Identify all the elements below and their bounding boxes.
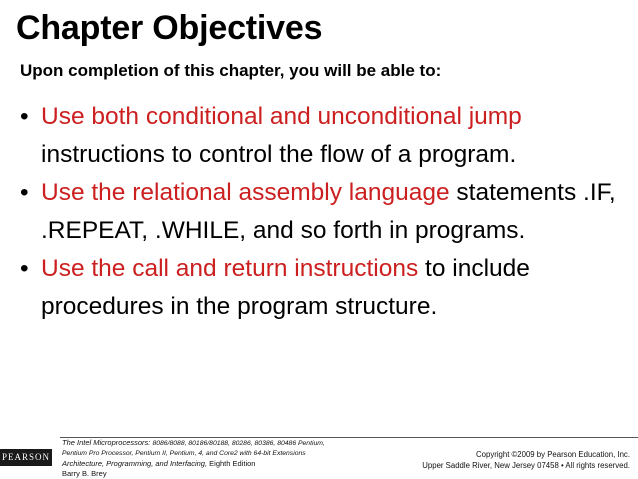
objective-text: statements .IF, .REPEAT, .WHILE, and so forth in programs.: [41, 179, 616, 244]
slide-title: Chapter Objectives: [16, 9, 323, 47]
copyright-line-1: Copyright ©2009 by Pearson Education, Inc.: [476, 450, 630, 459]
book-author: Barry B. Brey: [62, 469, 107, 478]
book-title-part-1: The Intel Microprocessors:: [62, 438, 151, 447]
citation-line-1: [62, 438, 362, 449]
bullet-icon: •: [20, 179, 29, 206]
objective-text: to include procedures in the program structure.: [41, 255, 530, 320]
objective-item: [20, 98, 630, 173]
citation-line-3: [62, 459, 362, 469]
objectives-list: [20, 98, 630, 326]
slide-subtitle: Upon completion of this chapter, you will be able to:: [20, 61, 442, 80]
publisher-logo: PEARSON: [0, 449, 52, 466]
slide-footer: [0, 433, 638, 478]
bullet-icon: •: [20, 255, 29, 282]
objective-item: [20, 250, 630, 325]
objective-highlight: Use both conditional and unconditional jump: [41, 103, 522, 130]
bullet-icon: •: [20, 103, 29, 130]
book-citation: [62, 438, 362, 479]
objective-text: instructions to control the flow of a program.: [41, 140, 517, 168]
citation-line-2: Pentium Pro Processor, Pentium II, Pentium, 4, and Core2 with 64-bit Extensions: [62, 450, 306, 457]
book-edition: Eighth Edition: [209, 459, 256, 468]
copyright-notice: [422, 450, 630, 471]
book-title-part-2: Architecture, Programming, and Interfacing,: [62, 459, 208, 468]
book-processors: 8086/8088, 80186/80188, 80286, 80386, 80486 Pentium,: [152, 440, 325, 447]
objective-item: [20, 174, 630, 249]
objective-highlight: Use the call and return instructions: [41, 255, 419, 282]
copyright-line-2: Upper Saddle River, New Jersey 07458 • All rights reserved.: [422, 460, 630, 470]
objective-highlight: Use the relational assembly language: [41, 179, 450, 206]
